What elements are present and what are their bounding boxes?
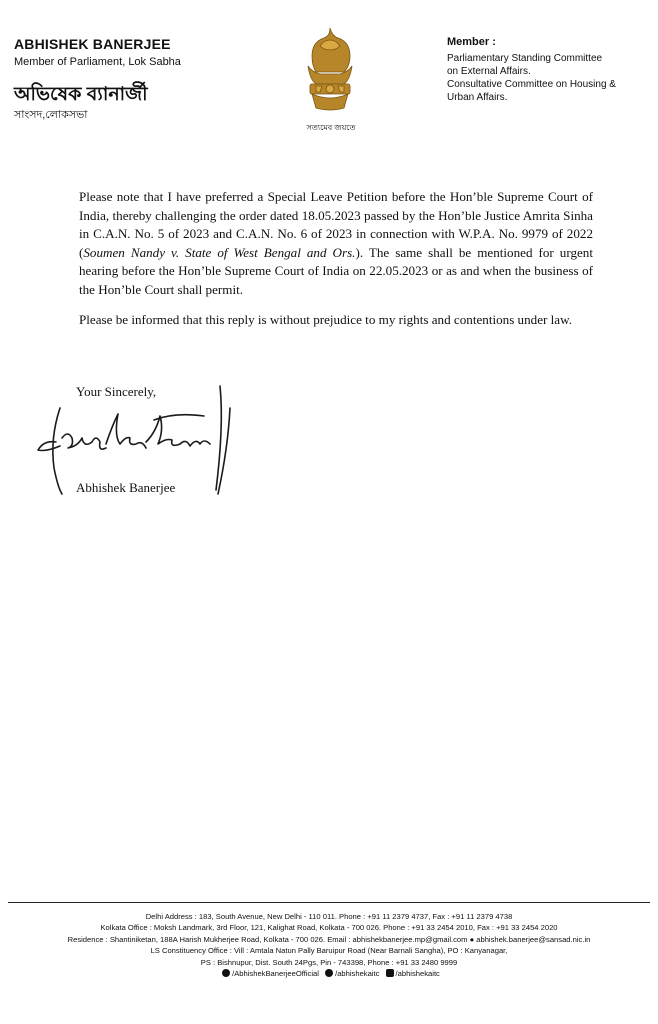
letterhead-role-bengali: সাংসদ,লোকসভা <box>14 109 88 121</box>
closing-salutation: Your Sincerely, <box>76 384 157 399</box>
twitter-handle[interactable]: /abhishekaitc <box>335 969 380 979</box>
footer-address-block <box>0 911 658 979</box>
letterhead-name-english: ABHISHEK BANERJEE <box>14 36 171 52</box>
committee-line: on External Affairs. <box>447 66 531 77</box>
committee-line: Parliamentary Standing Committee <box>447 53 603 64</box>
handwritten-signature <box>34 372 254 522</box>
committee-line: Consultative Committee on Housing & <box>447 79 616 90</box>
footer-social-links <box>0 968 658 979</box>
committee-line: Urban Affairs. <box>447 92 508 103</box>
facebook-icon <box>222 969 230 977</box>
footer-constituency-office: LS Constituency Office : Vill : Amtala Natun Pally Baruipur Road (Near Barnali Sangha), PO : Kanyanagar, <box>150 946 508 956</box>
paragraph-without-prejudice: Please be informed that this reply is without prejudice to my rights and contentions under law. <box>79 312 572 327</box>
facebook-handle[interactable]: /AbhishekBanerjeeOfficial <box>232 969 319 979</box>
committee-list <box>447 52 657 104</box>
twitter-icon <box>325 969 333 977</box>
letterhead-name-bengali: অভিষেক ব্যানার্জী <box>14 84 148 105</box>
footer-constituency-contact: PS : Bishnupur, Dist. South 24Pgs, Pin - 743398, Phone : +91 33 2480 9999 <box>200 957 458 967</box>
letterhead-role-english: Member of Parliament, Lok Sabha <box>14 56 181 68</box>
signer-name: Abhishek Banerjee <box>76 480 176 495</box>
instagram-icon <box>386 969 394 977</box>
footer-residence: Residence : Shantiniketan, 188A Harish Mukherjee Road, Kolkata - 700 026. Email : abhishekbanerjee.mp@gmail.com ● abhishek.banerjee@sansad.nic.in <box>67 934 591 944</box>
member-label: Member : <box>447 36 496 48</box>
emblem-motto: সত্যমেব জয়তে <box>306 123 356 132</box>
footer-delhi-address: Delhi Address : 183, South Avenue, New Delhi - 110 011. Phone : +91 11 2379 4737, Fax : +91 11 2379 4738 <box>145 912 513 921</box>
letter-body <box>79 188 593 342</box>
paragraph-slp: Please note that I have preferred a Special Leave Petition before the Hon’ble Supreme Court of India, thereby challenging the order dated 18.05.2023 passed by the Hon’ble Justice Amrita Sinha in C.A.N. No. 5 of 2023 and C.A.N. No. 6 of 2023 in connection with W.P.A. No. 9979 of 2022 (Soumen Nandy v. State of West Bengal and Ors.). The same shall be mentioned for urgent hearing before the Hon’ble Supreme Court of India on 22.05.2023 or as and when the business of the Hon’ble Court shall permit. <box>79 189 593 297</box>
instagram-handle[interactable]: /abhishekaitc <box>395 969 440 979</box>
case-title: Soumen Nandy v. State of West Bengal and Ors. <box>83 244 356 260</box>
footer-kolkata-office: Kolkata Office : Moksh Landmark, 3rd Floor, 121, Kalighat Road, Kolkata - 700 026. Phone : +91 33 2454 2010, Fax : +91 33 2454 2020 <box>100 923 558 933</box>
footer-divider <box>8 902 650 903</box>
